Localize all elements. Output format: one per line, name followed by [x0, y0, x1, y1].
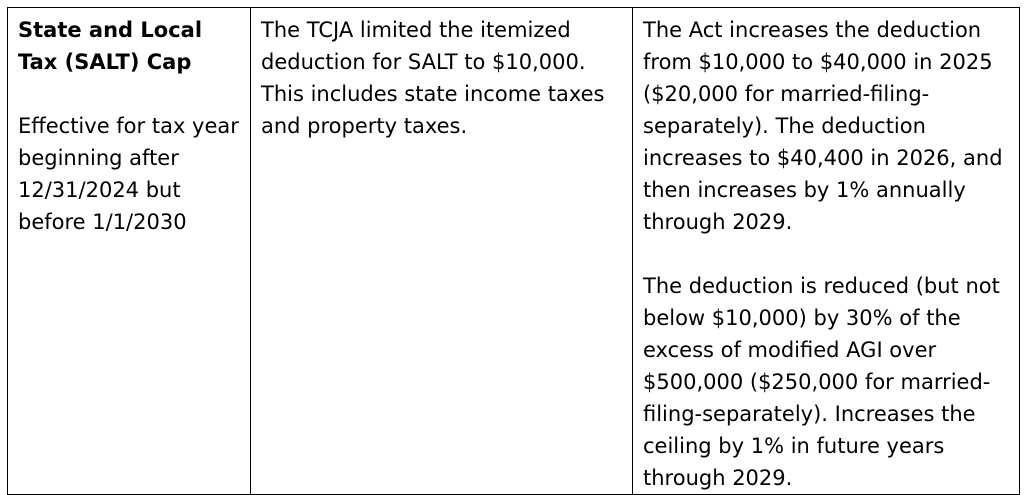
prior-law-text: The TCJA limited the itemized deduction for SALT to $10,000. This includes state income taxes and property taxes. — [261, 18, 605, 138]
effective-date-text: Effective for tax year beginning after 12/31/2024 but before 1/1/2030 — [18, 114, 239, 234]
new-law-paragraph-2: The deduction is reduced (but not below $10,000) by 30% of the excess of modified AGI over $500,000 ($250,000 for married-filing-separately). Increases the ceiling by 1% in future years through 2029. — [643, 274, 1000, 490]
provision-comparison-table — [7, 7, 1020, 495]
new-law-cell — [633, 8, 1020, 495]
provision-title: State and Local Tax (SALT) Cap — [18, 18, 203, 74]
new-law-paragraph-1: The Act increases the deduction from $10,000 to $40,000 in 2025 ($20,000 for married-filing-separately). The deduction increases to $40,400 in 2026, and then increases by 1% annually through 2029. — [643, 18, 1003, 234]
table-row — [8, 8, 1020, 495]
prior-law-cell — [251, 8, 633, 495]
provision-cell — [8, 8, 251, 495]
